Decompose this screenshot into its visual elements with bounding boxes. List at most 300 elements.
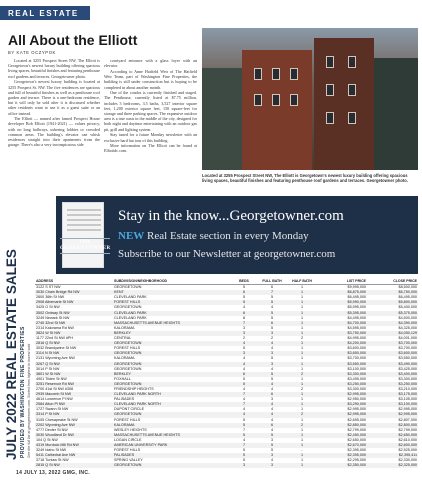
cell-beds: 5 [231,453,257,458]
page-footer: 14 JULY 13, 2022 GMG, INC. [16,470,90,476]
cell-subdivision: MASSACHUSETTS AVENUE HEIGHTS [113,433,231,438]
photo-caption-text: Located at 3255 Prospect Street NW, The Elliott is Georgetown's newest luxury building offering spacious living spaces, beautiful finishes and featuring penthouse roof gardens and terraces. Georgetowner photo. [202,173,408,184]
cell-list-price: $2,450,000 [317,433,367,438]
cell-subdivision: BERKLEY [113,331,231,336]
cell-address: 2816 Q St NW [35,341,113,346]
cell-address: 2939 Macomb St NW [35,392,113,397]
col-header-list-price: LIST PRICE [317,279,367,285]
cell-address: 3824 W St NW [35,331,113,336]
cell-close-price: $3,105,000 [398,397,417,402]
cell-half-bath: 1 [300,397,304,402]
cell-close-price: $3,700,000 [367,341,418,346]
cell-subdivision: GEORGETOWN [113,362,231,367]
cell-address: 2131 Wyoming Ave NW [36,356,75,361]
cell-list-price: $9,995,000 [347,285,366,290]
cell-address: 3114 N St NW [35,351,113,356]
cell-half-bath: 1 [287,443,317,448]
cell-subdivision: CLEVELAND PARK [114,295,147,300]
cell-close-price: $3,425,000 [398,366,417,371]
banner-new-tag: NEW [118,230,145,242]
cell-full-bath: 3 [257,463,287,468]
article-headline: All About the Elliott [8,32,138,48]
cell-half-bath: 1 [287,351,317,356]
cell-close-price: $2,525,000 [398,448,417,453]
cell-beds: 7 [231,321,257,326]
cell-full-bath: 5 [270,356,274,361]
article-byline: BY KATE OCZYPOK [8,50,56,55]
cell-close-price: $5,800,000 [367,300,418,305]
cell-address: 1727 Swann St NW [36,407,69,412]
cell-beds: 3 [231,331,257,336]
cell-half-bath: - [301,448,303,453]
georgetowner-logo: THE GEORGETOWNER [60,238,110,254]
banner-subline [118,230,309,242]
cell-full-bath: 2 [270,336,274,341]
cell-list-price: $2,395,000 [347,448,366,453]
cell-subdivision: BERKLEY [113,372,231,377]
photo-window [326,56,334,68]
banner-headline: Stay in the know...Georgetowner.com [118,208,344,224]
cell-list-price: $3,300,000 [347,386,366,391]
cell-list-price: $3,550,000 [317,362,367,367]
cell-full-bath: 4 [257,412,287,417]
cell-list-price: $3,100,000 [347,366,366,371]
cell-full-bath: 5 [270,295,274,300]
cell-full-bath: 6 [257,392,287,397]
thumbnail-line [67,209,101,211]
cell-list-price: $4,700,000 [317,321,367,326]
cell-subdivision: CLEVELAND PARK [113,311,231,316]
cell-full-bath: 7 [257,290,287,295]
photo-window [254,68,262,80]
cell-full-bath: 5 [270,448,274,453]
photo-window [348,56,356,68]
cell-half-bath: 2 [287,372,317,377]
building-photo [202,28,418,170]
cell-subdivision: KALORAMA [114,356,135,361]
cell-list-price: $3,700,000 [347,356,366,361]
photo-window [272,68,280,80]
article-paragraph: According to Anne Hatfield Weir of The Hatfield Weir Team, part of Washington Fine Properties, the building is still under construction but is hoping to be completed in about another month. [104,68,197,90]
cell-subdivision: FOREST HILLS [114,346,141,351]
cell-close-price: $2,807,000 [398,417,417,422]
cell-half-bath: 1 [287,290,317,295]
cell-list-price: $2,295,000 [347,458,366,463]
cell-beds: 3 [231,463,257,468]
cell-close-price: $5,375,000 [367,311,418,316]
cell-half-bath: 1 [300,315,304,320]
sales-table-body [35,285,418,469]
cell-half-bath: 1 [287,311,317,316]
cell-address: 3032 Brandywine St NW [36,346,77,351]
cell-half-bath: 1 [287,341,317,346]
cell-list-price: $3,650,000 [317,351,367,356]
photo-window [348,112,356,124]
photo-building-right [374,58,418,170]
article-column-2 [104,58,197,154]
cell-full-bath: 4 [270,386,274,391]
cell-half-bath: 1 [300,376,304,381]
cell-list-price: $3,600,000 [347,346,366,351]
cell-close-price: $2,330,000 [398,458,417,463]
cell-half-bath: 1 [300,356,304,361]
cell-half-bath: 1 [300,346,304,351]
photo-window [326,84,334,96]
cell-half-bath: 1 [287,382,317,387]
cell-close-price: $3,400,000 [367,372,418,377]
cell-subdivision: CLEVELAND PARK NORTH [113,392,231,397]
cell-full-bath: 5 [257,443,287,448]
cell-beds: 2 [242,336,246,341]
cell-beds: 5 [242,448,246,453]
cell-beds: 5 [231,382,257,387]
thumbnail-line [67,214,101,216]
thumbnail-line [67,219,101,221]
cell-address: 3425 O St NW [36,305,60,310]
cell-list-price: $2,695,000 [347,417,366,422]
cell-subdivision: AMERICAN UNIVERSITY PARK [113,443,231,448]
cell-list-price: $5,395,000 [317,311,367,316]
cell-half-bath: 1 [287,402,317,407]
cell-beds: 5 [242,458,246,463]
cell-close-price: $2,610,000 [398,437,417,442]
article-paragraph: Georgetown's newest luxury building is located at 3255 Prospect St. NW. The five residences are spacious and full of beautiful finishes as well as a penthouse roof garden and terrace. There is a one-bedroom residence, but it will only be sold after it is discussed whether other residents want to use it as a guest suite or an office instead. [8,79,100,116]
cell-full-bath: 3 [270,437,274,442]
article-paragraph: The Elliott — named after famed Prospect House developer Bob Elliott (1941-2021) — values privacy, with no long hallways, ushering lobbies or crowded common areas. The building's elevator can whisk residences straight into their apartments from the garage. There's also a very inconspicuous side [8,116,100,148]
cell-list-price: $2,995,000 [317,412,367,417]
cell-full-bath: 6 [270,285,274,290]
cell-half-bath: 1 [300,325,304,330]
cell-beds: 7 [231,392,257,397]
cell-subdivision: DUPONT CIRCLE [114,407,145,412]
cell-beds: 6 [231,290,257,295]
cell-list-price: $2,995,000 [347,407,366,412]
cell-address: 4777 Dexter St NW [36,427,68,432]
col-header-subdivision: SUBDIVISION/NEIGHBORHOOD [113,279,231,285]
cell-list-price: $3,250,000 [317,382,367,387]
cell-list-price: $2,850,000 [317,423,367,428]
cell-half-bath: 2 [287,412,317,417]
cell-address: 2740 32nd St NW [35,321,113,326]
cell-subdivision: GEORGETOWN [113,351,231,356]
cell-subdivision: GEORGETOWN [113,382,231,387]
thumbnail-line [67,224,101,226]
cell-subdivision: GEORGETOWN [114,285,142,290]
cell-address: 3314 P St NW [35,412,113,417]
cell-address: 4901 Tilden St NW [36,376,67,381]
cell-full-bath: 3 [257,331,287,336]
cell-list-price: $2,650,000 [347,437,366,442]
cell-address: 3249 Newark St NW [36,315,70,320]
cell-close-price: $2,600,000 [367,443,418,448]
cell-address: 3014 P St NW [36,366,60,371]
cell-half-bath: 1 [300,295,304,300]
cell-subdivision: CENTRAL [114,336,132,341]
col-header-half-bath: HALF BATH [287,279,317,285]
cell-beds: 4 [242,386,246,391]
cell-beds: 4 [231,412,257,417]
cell-subdivision: SPRING VALLEY [114,458,143,463]
cell-half-bath: 1 [287,433,317,438]
cell-address: 2584 Alton Pl NW [35,402,113,407]
col-header-beds: BEDS [231,279,257,285]
cell-list-price: $2,799,000 [347,427,366,432]
newsletter-thumbnail [62,202,104,268]
cell-half-bath: 1 [300,305,304,310]
cell-subdivision: PALISADES [114,397,135,402]
cell-address: 104 Q St NW [36,437,58,442]
cell-address: 5411 Cathedral Ave NW [35,453,113,458]
cell-close-price: $3,175,000 [367,392,418,397]
cell-full-bath: 3 [257,362,287,367]
article-paragraph: One of the condos is currently finished and staged. The Penthouse, currently listed at $7.75 million, includes 3 bedrooms, 3.5 baths, 3,527 interior square feet, 1,200 exterior square feet, 150 square-feet for storage and three parking spaces. The expansive outdoor area is a true oasis in the middle of the city, designed for both night and daytime entertaining with an outdoor gas pit, grill and lighting system. [104,90,197,132]
cell-full-bath: 4 [270,427,274,432]
cell-beds: 4 [242,356,246,361]
cell-address: 3030 Chain Bridge Rd NW [35,290,113,295]
cell-beds: 4 [242,305,246,310]
cell-beds: 4 [242,397,246,402]
cell-list-price: $4,595,000 [347,325,366,330]
cell-close-price: $2,995,000 [398,407,417,412]
cell-close-price: $2,395,411 [367,453,418,458]
cell-list-price: $3,300,000 [317,372,367,377]
cell-close-price: $3,250,000 [367,382,418,387]
cell-list-price: $6,495,000 [347,295,366,300]
cell-full-bath: 5 [270,315,274,320]
cell-beds: 4 [231,341,257,346]
table-row [35,463,418,468]
cell-subdivision: FRIENDSHIP HEIGHTS [114,386,154,391]
col-header-full-bath: FULL BATH [257,279,287,285]
cell-address: 1177 22nd St NW #PH [36,336,74,341]
sales-subtitle: PROVIDED BY WASHINGTON FINE PROPERTIES [20,326,26,458]
cell-full-bath: 3 [270,397,274,402]
photo-window [290,68,298,80]
cell-close-price: $4,050,129 [367,331,418,336]
cell-subdivision: WESLEY HEIGHTS [114,427,147,432]
cell-subdivision: FOREST HILLS [114,448,141,453]
cell-half-bath: 1 [300,285,304,290]
photo-building-left [202,68,242,170]
cell-half-bath: 1 [287,392,317,397]
banner-subscribe[interactable]: Subscribe to our Newsletter at georgetowner.com [118,248,336,260]
cell-full-bath: 4 [257,402,287,407]
cell-beds: 3 [242,325,246,330]
cell-beds: 4 [242,407,246,412]
cell-close-price: $3,300,000 [398,376,417,381]
cell-close-price: $3,210,000 [398,386,417,391]
cell-full-bath: 4 [270,346,274,351]
cell-subdivision: GEORGETOWN [113,412,231,417]
cell-half-bath: 1 [300,458,304,463]
cell-address: 3251 Reservoir Rd NW [35,382,113,387]
col-header-close-price: CLOSE PRICE [367,279,418,285]
cell-list-price: $3,290,000 [317,402,367,407]
sales-table [35,279,418,468]
article-paragraph: courtyard entrance with a glass foyer with an elevator. [104,58,197,69]
cell-full-bath: 4 [270,366,274,371]
cell-subdivision: LOGAN CIRCLE [114,437,142,442]
cell-subdivision: FOREST HILLS [113,300,231,305]
cell-beds: 8 [242,315,246,320]
cell-address: 3249 Idaho St NW [36,448,67,453]
cell-address: 3502 Ordway St NW [35,311,113,316]
cell-subdivision: GEORGETOWN [113,463,231,468]
cell-half-bath: 2 [300,336,304,341]
cell-beds: 5 [242,285,246,290]
cell-full-bath: 4 [270,458,274,463]
cell-subdivision: KENT [113,290,231,295]
cell-half-bath: 1 [287,331,317,336]
cell-half-bath: 1 [300,417,304,422]
cell-half-bath: 1 [300,437,304,442]
cell-subdivision: PALISADES [113,453,231,458]
cell-full-bath: 5 [257,300,287,305]
cell-address: 2815 Q St NW [35,463,113,468]
cell-full-bath: 4 [257,341,287,346]
cell-full-bath: 6 [257,321,287,326]
photo-window [290,94,298,106]
cell-subdivision: KALORAMA [113,423,231,428]
section-tag: REAL ESTATE [0,6,90,20]
cell-full-bath: 5 [270,325,274,330]
article-column-1 [8,58,100,148]
cell-subdivision: GEORGETOWN [113,341,231,346]
newsletter-banner[interactable] [56,196,418,274]
cell-address: 3105 Chesapeake St NW [36,417,78,422]
cell-beds: 5 [242,417,246,422]
cell-close-price: $6,750,000 [367,290,418,295]
cell-list-price: $2,670,000 [317,443,367,448]
cell-address: 2314 Kalorama Rd NW [36,325,74,330]
cell-address: 3718 Tunlaw St NW [36,458,69,463]
cell-subdivision: GEORGETOWN [114,366,142,371]
sales-note: See the full list at georgetowner.com. Sorted from highest to lowest sold [27,343,31,458]
cell-close-price: $8,500,000 [398,285,417,290]
photo-window [326,112,334,124]
cell-full-bath: 4 [270,417,274,422]
cell-list-price: $2,395,000 [317,453,367,458]
cell-subdivision: GEORGETOWN [114,305,142,310]
cell-full-bath: 5 [257,372,287,377]
cell-close-price: $3,100,000 [367,402,418,407]
cell-address: 3122 S ST NW [36,285,61,290]
cell-full-bath: 6 [257,423,287,428]
cell-full-bath: 5 [257,311,287,316]
cell-close-price: $2,995,000 [367,412,418,417]
cell-list-price: $4,995,000 [347,336,366,341]
cell-address: 3267 Q St NW [35,362,113,367]
cell-beds: 7 [242,427,246,432]
cell-list-price: $3,750,000 [317,331,367,336]
cell-full-bath: 4 [257,382,287,387]
cell-list-price: $6,875,000 [317,290,367,295]
cell-beds: 5 [242,295,246,300]
cell-list-price: $5,990,000 [317,300,367,305]
cell-half-bath: 1 [287,300,317,305]
cell-close-price: $4,500,000 [398,315,417,320]
cell-beds: 5 [231,300,257,305]
article-paragraph: More information on The Elliott can be found at Elliottdc.com. [104,143,197,154]
article-paragraph: Stay tuned for a future Monday newsletter with an exclusive hard hat tour of this building. [104,132,197,143]
cell-half-bath: 1 [300,366,304,371]
cell-beds: 5 [242,346,246,351]
cell-address: 2700 41st St NW #308 [36,386,74,391]
cell-close-price: $3,490,000 [367,362,418,367]
cell-close-price: $3,600,000 [367,351,418,356]
cell-close-price: $3,700,000 [398,346,417,351]
cell-full-bath: 5 [257,433,287,438]
cell-beds: 3 [231,351,257,356]
cell-beds: 7 [231,402,257,407]
cell-list-price: $4,495,000 [347,315,366,320]
cell-beds: 6 [231,311,257,316]
cell-beds: 5 [242,376,246,381]
cell-beds: 4 [242,437,246,442]
cell-address: 2908 Albemarle St NW [35,300,113,305]
cell-close-price: $2,800,000 [367,423,418,428]
cell-close-price: $3,550,000 [398,356,417,361]
cell-half-bath: 1 [287,321,317,326]
cell-beds: 4 [231,362,257,367]
cell-list-price: $4,200,000 [317,341,367,346]
sales-title: JULY 2022 REAL ESTATE SALES [4,249,19,460]
cell-subdivision: KALORAMA [114,325,135,330]
cell-list-price: $3,495,000 [347,376,366,381]
col-header-address: ADDRESS [35,279,113,285]
cell-list-price: $5,995,000 [347,305,366,310]
cell-address: 3801 W St NW [35,372,113,377]
cell-beds: 5 [231,423,257,428]
photo-window [272,94,280,106]
cell-beds: 4 [242,366,246,371]
cell-list-price: $2,950,000 [347,397,366,402]
cell-list-price: $2,350,000 [317,463,367,468]
cell-close-price: $2,650,000 [367,433,418,438]
photo-window [254,94,262,106]
cell-address: 4614 Lowrence Pl NW [36,397,73,402]
cell-full-bath: 4 [270,407,274,412]
cell-beds: 7 [231,443,257,448]
cell-half-bath: 1 [287,453,317,458]
cell-half-bath: 1 [300,427,304,432]
banner-subline-text: Real Estate section in every Monday [144,230,309,242]
photo-window [348,84,356,96]
cell-half-bath: 1 [287,463,317,468]
cell-half-bath: 2 [300,386,304,391]
photo-caption [202,173,418,183]
cell-half-bath: 1 [287,362,317,367]
cell-close-price: $2,799,000 [398,427,417,432]
cell-close-price: $6,495,000 [398,295,417,300]
cell-list-price: $2,995,000 [317,392,367,397]
cell-subdivision: CLEVELAND PARK NORTH [113,402,231,407]
cell-half-bath: 2 [287,423,317,428]
cell-close-price: $2,325,000 [367,463,418,468]
cell-address: 2202 Wyoming Ave NW [35,423,113,428]
cell-close-price: $4,390,000 [367,321,418,326]
cell-subdivision: FOREST HILLS [114,417,141,422]
article-paragraph: Located at 3255 Prospect Street NW, The Elliott is Georgetown's newest luxury building offering spacious living spaces, beautiful finishes and featuring penthouse roof gardens and terraces. Georgetowner photo. [8,58,100,79]
photo-building-elliott [314,38,374,170]
cell-close-price: $4,325,000 [398,325,417,330]
cell-full-bath: 5 [270,376,274,381]
cell-subdivision: FOXHALL [114,376,131,381]
cell-full-bath: 4 [270,305,274,310]
cell-subdivision: CLEVELAND PARK [114,315,147,320]
cell-close-price: $4,001,000 [398,336,417,341]
cell-half-bath: 1 [300,407,304,412]
